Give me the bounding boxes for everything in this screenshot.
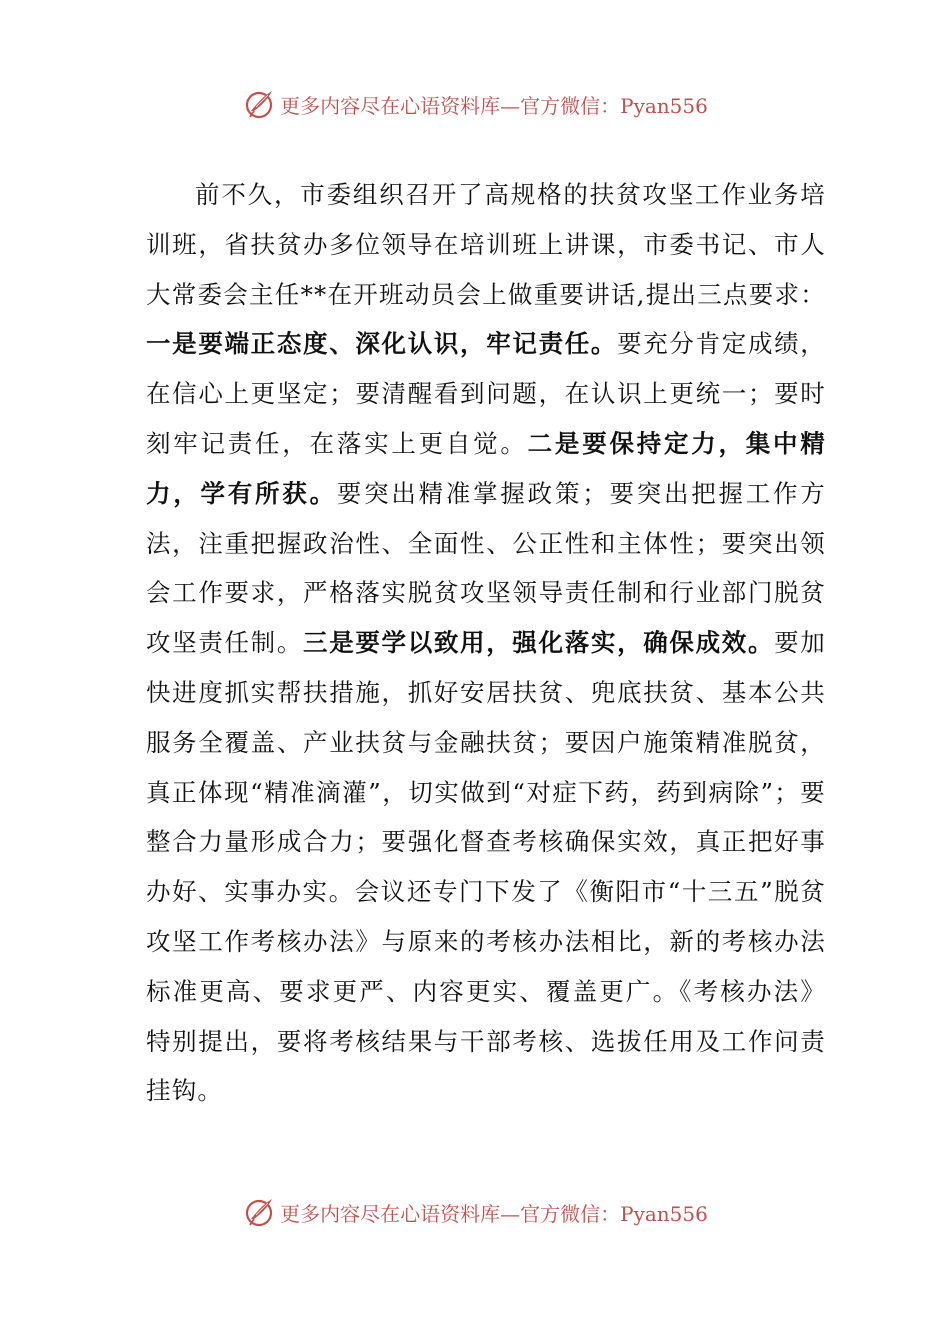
body-sentence-4: 要加快进度抓实帮扶措施，抓好安居扶贫、兜底扶贫、基本公共服务全覆盖、产业扶贫与金融扶贫；要因户施策精准脱贫，真正体现“精准滴灌”，切实做到“对症下药，药到病除”；要整合力量形成合力；要强化督查考核确保实效，真正把好事办好、实事办实。会议还专门下发了《衡阳市“十三五”脱贫攻坚工作考核办法》与原来的考核办法相比，新的考核办法标准更高、要求更严、内容更实、覆盖更广。《考核办法》特别提出，要将考核结果与干部考核、选拔任用及工作问责挂钩。 [146,628,826,1106]
body-sentence-1: 前不久，市委组织召开了高规格的扶贫攻坚工作业务培训班，省扶贫办多位领导在培训班上讲课，市委书记、市人大常委会主任**在开班动员会上做重要讲话,提出三点要求： [146,180,826,309]
feather-pen-circle-icon [242,1195,276,1229]
body-sentence-3: 要突出精准掌握政策；要突出把握工作方法，注重把握政治性、全面性、公正性和主体性；要突出领会工作要求，严格落实脱贫攻坚领导责任制和行业部门脱贫攻坚责任制。 [146,478,826,658]
bold-point-2: 二是要保持定力，集中精力，学有所获。 [146,428,826,508]
body-sentence-2: 要充分肯定成绩，在信心上更坚定；要清醒看到问题，在认识上更统一；要时刻牢记责任，在落实上更自觉。 [146,329,826,458]
bold-point-1: 一是要端正态度、深化认识，牢记责任。 [146,329,618,359]
header-banner-inner [242,87,708,121]
document-body [146,170,826,1116]
header-banner [0,84,950,124]
feather-pen-circle-icon [242,87,276,121]
footer-banner-inner [242,1195,708,1229]
header-banner-text: 更多内容尽在心语资料库—官方微信：Pyan556 [280,93,708,118]
body-paragraph [146,170,826,1116]
bold-point-3: 三是要学以致用，强化落实，确保成效。 [303,628,775,658]
footer-banner [0,1192,950,1232]
footer-banner-text: 更多内容尽在心语资料库—官方微信：Pyan556 [280,1201,708,1226]
